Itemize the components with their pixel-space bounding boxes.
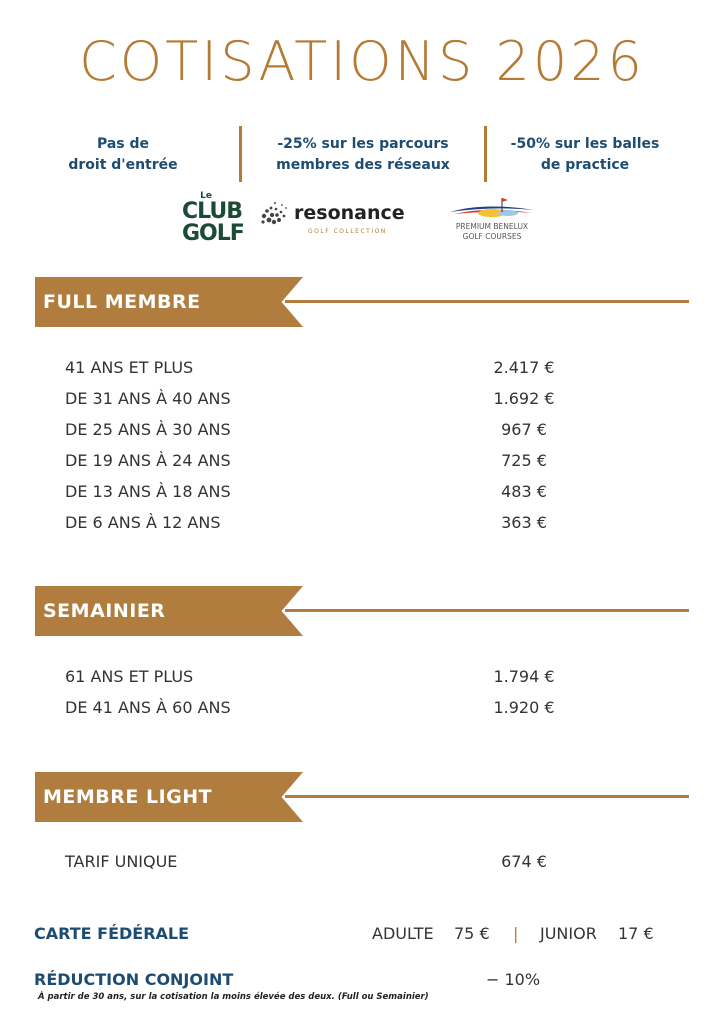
row-label: DE 13 ANS À 18 ANS [65, 482, 231, 501]
row-label: TARIF UNIQUE [65, 852, 178, 871]
golf-balls-icon [258, 196, 292, 230]
row-label: DE 25 ANS À 30 ANS [65, 420, 231, 439]
section-rule [285, 795, 689, 798]
row-price: 725 € [501, 451, 547, 470]
price-row [0, 389, 724, 415]
row-price: 363 € [501, 513, 547, 532]
reduction-value: − 10% [486, 970, 541, 989]
price-row [0, 852, 724, 878]
reduction-note: À partir de 30 ans, sur la cotisation la moins élevée des deux. (Full ou Semainier) [38, 992, 429, 1002]
perks-strip [0, 126, 724, 186]
row-price: 2.417 € [493, 358, 555, 377]
section-title: SEMAINIER [43, 600, 166, 622]
row-label: 41 ANS ET PLUS [65, 358, 194, 377]
row-label: DE 6 ANS À 12 ANS [65, 513, 221, 532]
row-price: 1.692 € [493, 389, 555, 408]
row-price: 674 € [501, 852, 547, 871]
section-title: FULL MEMBRE [43, 291, 201, 313]
row-price: 1.920 € [493, 698, 555, 717]
junior-price: 17 € [618, 924, 654, 943]
perk-divider [484, 126, 487, 182]
price-row [0, 667, 724, 693]
page-title: COTISATIONS 2026 [79, 30, 645, 93]
price-row [0, 482, 724, 508]
row-label: DE 19 ANS À 24 ANS [65, 451, 231, 470]
premium-benelux-logo: PREMIUM BENELUX GOLF COURSES [444, 194, 540, 246]
adult-price: 75 € [454, 924, 490, 943]
price-row [0, 513, 724, 539]
carte-federale-prices [372, 924, 662, 948]
carte-federale-label: CARTE FÉDÉRALE [34, 924, 190, 943]
row-price: 967 € [501, 420, 547, 439]
section-header-semainier [35, 586, 695, 636]
price-row [0, 451, 724, 477]
reduction-conjoint-label: RÉDUCTION CONJOINT [34, 970, 234, 989]
section-rule [285, 609, 689, 612]
section-rule [285, 300, 689, 303]
row-label: 61 ANS ET PLUS [65, 667, 194, 686]
section-title: MEMBRE LIGHT [43, 786, 213, 808]
row-price: 483 € [501, 482, 547, 501]
le-club-golf-logo: Le CLUB GOLF [182, 191, 244, 246]
section-header-full-membre [35, 277, 695, 327]
row-label: DE 41 ANS À 60 ANS [65, 698, 231, 717]
section-header-membre-light [35, 772, 695, 822]
row-label: DE 31 ANS À 40 ANS [65, 389, 231, 408]
resonance-logo: resonance GOLF COLLECTION [258, 196, 418, 240]
perk-network-discount: -25% sur les parcours membres des réseaux [276, 136, 450, 173]
adult-label: ADULTE [372, 924, 434, 943]
price-separator: | [513, 924, 519, 943]
price-row [0, 698, 724, 724]
flag-green-icon [444, 194, 540, 220]
partner-logos [0, 190, 724, 250]
junior-label: JUNIOR [540, 924, 597, 943]
price-row [0, 358, 724, 384]
perk-practice-discount: -50% sur les balles de practice [510, 136, 660, 173]
row-price: 1.794 € [493, 667, 555, 686]
price-row [0, 420, 724, 446]
perk-no-entry-fee: Pas de droit d'entrée [68, 136, 178, 173]
perk-divider [239, 126, 242, 182]
